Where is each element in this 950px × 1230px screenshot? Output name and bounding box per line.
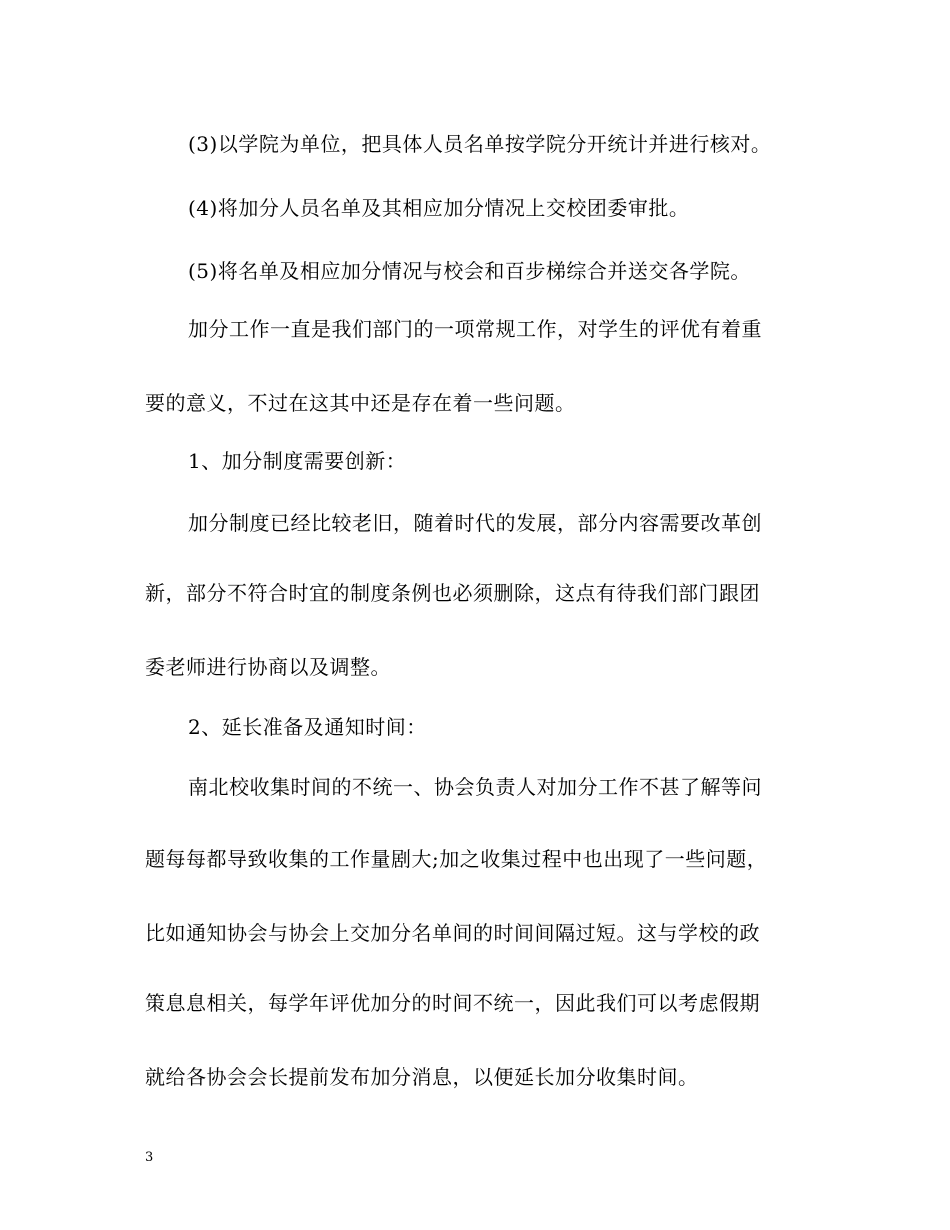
page-number: 3 xyxy=(145,1150,154,1165)
section-heading-2: 2、延长准备及通知时间： xyxy=(188,715,427,739)
paragraph-line: 就给各协会会长提前发布加分消息，以便延长加分收集时间。 xyxy=(145,1065,699,1089)
list-item-step-4: (4)将加分人员名单及其相应加分情况上交校团委审批。 xyxy=(188,196,690,220)
paragraph-line: 策息息相关，每学年评优加分的时间不统一，因此我们可以考虑假期 xyxy=(145,991,760,1015)
paragraph-line: 委老师进行协商以及调整。 xyxy=(145,655,391,679)
paragraph-line: 题每每都导致收集的工作量剧大;加之收集过程中也出现了一些问题， xyxy=(145,847,768,871)
paragraph-line: 比如通知协会与协会上交加分名单间的时间间隔过短。这与学校的政 xyxy=(145,921,760,945)
paragraph-line: 要的意义，不过在这其中还是存在着一些问题。 xyxy=(145,391,576,415)
paragraph-line: 新，部分不符合时宜的制度条例也必须删除，这点有待我们部门跟团 xyxy=(145,581,760,605)
paragraph-line: 加分制度已经比较老旧，随着时代的发展，部分内容需要改革创 xyxy=(188,511,762,535)
list-item-step-3: (3)以学院为单位，把具体人员名单按学院分开统计并进行核对。 xyxy=(188,132,772,156)
paragraph-line: 加分工作一直是我们部门的一项常规工作，对学生的评优有着重 xyxy=(188,317,762,341)
section-heading-1: 1、加分制度需要创新： xyxy=(188,449,407,473)
list-item-step-5: (5)将名单及相应加分情况与校会和百步梯综合并送交各学院。 xyxy=(188,259,751,283)
paragraph-line: 南北校收集时间的不统一、协会负责人对加分工作不甚了解等问 xyxy=(188,775,762,799)
